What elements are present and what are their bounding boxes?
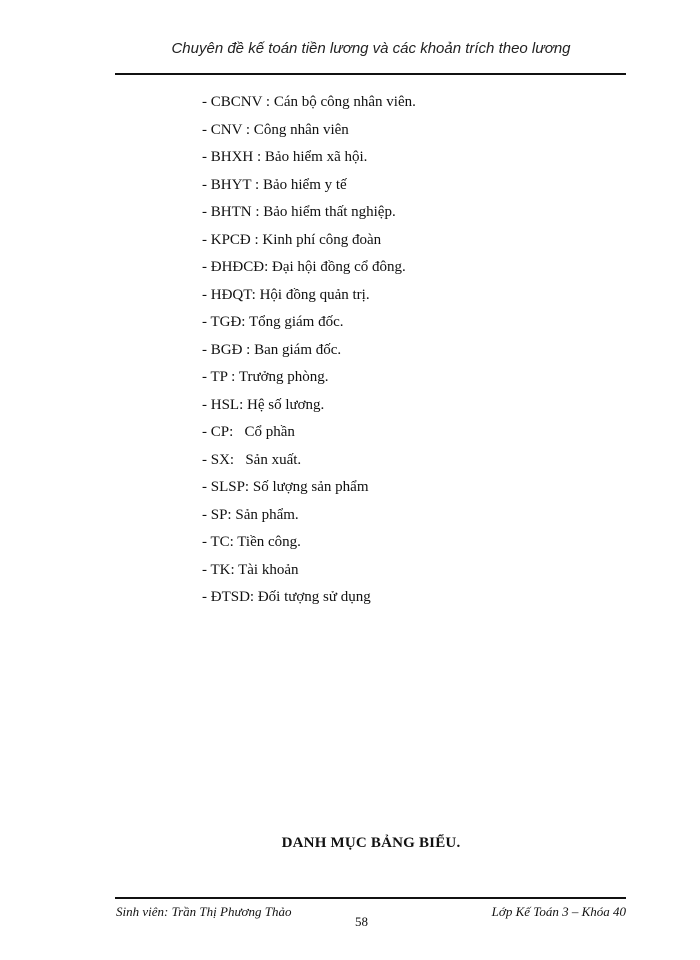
list-item: - BHXH : Bảo hiểm xã hội. (202, 149, 368, 165)
list-item: - ĐHĐCĐ: Đại hội đồng cổ đông. (202, 259, 406, 275)
abbreviation-list (202, 91, 416, 614)
list-item: - SP: Sản phẩm. (202, 506, 299, 523)
page-number: 58 (355, 914, 368, 929)
header-divider (115, 73, 626, 75)
footer-student: Sinh viên: Trần Thị Phương Thảo (116, 904, 292, 919)
list-item: - HĐQT: Hội đồng quản trị. (202, 286, 370, 303)
list-item: - KPCĐ : Kinh phí công đoàn (202, 231, 382, 248)
list-item: - TC: Tiền công. (202, 534, 301, 550)
running-header: Chuyên đề kế toán tiền lương và các khoản trích theo lương (171, 40, 571, 57)
list-item: - TGĐ: Tổng giám đốc. (202, 314, 344, 330)
list-item: - CNV : Công nhân viên (202, 121, 349, 138)
list-item: - CBCNV : Cán bộ công nhân viên. (202, 94, 416, 110)
list-item: - HSL: Hệ số lương. (202, 396, 325, 413)
section-heading: DANH MỤC BẢNG BIỂU. (281, 835, 461, 851)
footer-divider (115, 897, 626, 899)
footer-class: Lớp Kế Toán 3 – Khóa 40 (491, 904, 626, 919)
list-item: - SLSP: Số lượng sản phẩm (202, 479, 369, 495)
list-item: - ĐTSD: Đối tượng sử dụng (202, 589, 371, 605)
list-item: - TK: Tài khoản (202, 561, 299, 578)
list-item: - CP: Cổ phần (202, 424, 295, 440)
list-item: - TP : Trưởng phòng. (202, 369, 329, 385)
list-item: - BHTN : Bảo hiểm thất nghiệp. (202, 204, 396, 220)
list-item: - BHYT : Bảo hiểm y tế (202, 176, 347, 193)
list-item: - SX: Sản xuất. (202, 451, 302, 468)
list-item: - BGĐ : Ban giám đốc. (202, 341, 342, 358)
